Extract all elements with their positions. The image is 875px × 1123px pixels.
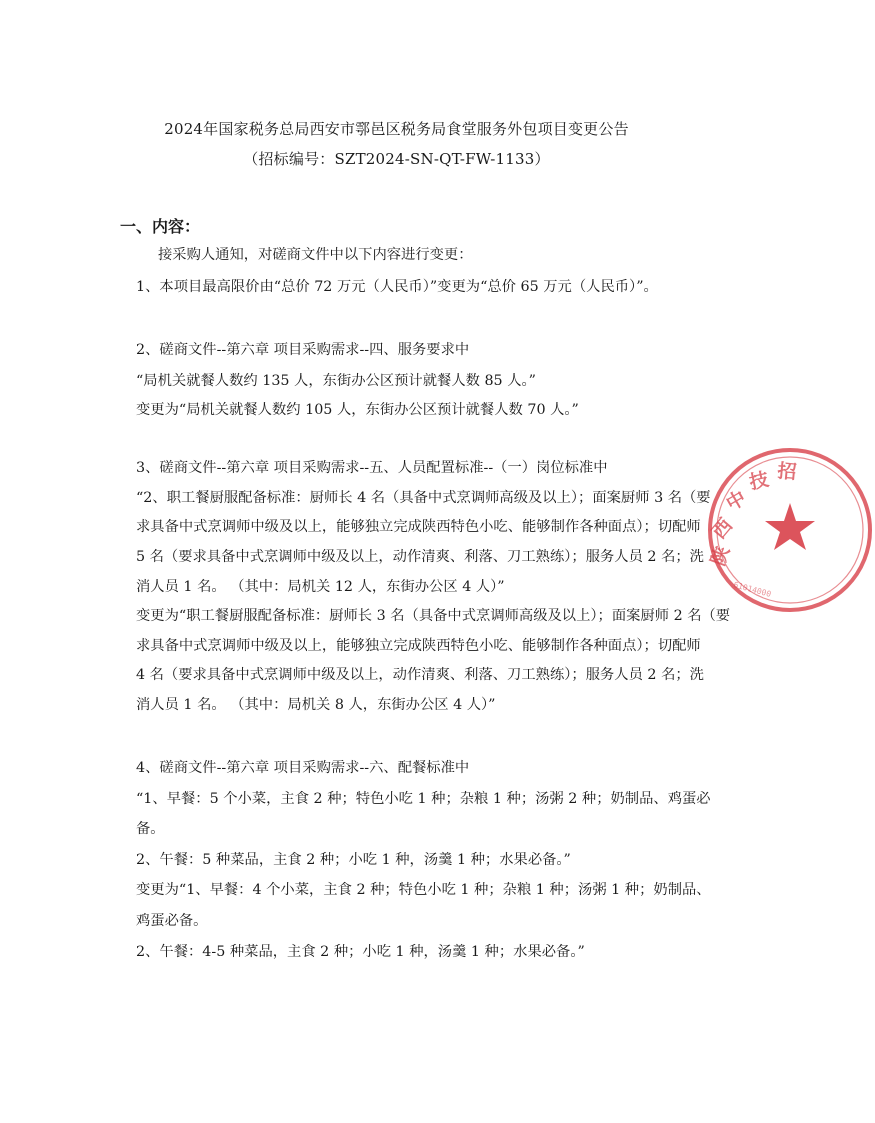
page-title: 2024年国家税务总局西安市鄠邑区税务局食堂服务外包项目变更公告 xyxy=(164,120,629,138)
seal-inner-ring xyxy=(717,457,863,603)
company-seal xyxy=(705,445,875,615)
seal-char: 陕 xyxy=(707,543,735,569)
change-item-4-line: “1、早餐：5 个小菜，主食 2 种；特色小吃 1 种；杂粮 1 种；汤粥 2 种；奶制品、鸡蛋必 xyxy=(136,791,711,807)
change-item-4-line: 鸡蛋必备。 xyxy=(136,913,208,929)
seal-serial: 61014000 xyxy=(732,580,773,599)
change-item-2-original: “局机关就餐人数约 135 人，东街办公区预计就餐人数 85 人。” xyxy=(136,373,536,389)
change-item-2-heading: 2、磋商文件--第六章 项目采购需求--四、服务要求中 xyxy=(136,342,470,358)
change-item-3-changed-line: 变更为“职工餐厨服配备标准：厨师长 3 名（具备中式烹调师高级及以上）；面案厨师 2 名（要 xyxy=(136,608,731,624)
change-item-4-line: 2、午餐：4-5 种菜品，主食 2 种；小吃 1 种，汤羹 1 种；水果必备。” xyxy=(136,944,585,960)
change-item-4-line: 备。 xyxy=(136,821,165,837)
change-item-3-changed-line: 4 名（要求具备中式烹调师中级及以上，动作清爽、利落、刀工熟练）；服务人员 2 名；洗 xyxy=(136,667,704,683)
change-item-3-heading: 3、磋商文件--第六章 项目采购需求--五、人员配置标准--（一）岗位标准中 xyxy=(136,460,608,476)
seal-char: 技 xyxy=(747,468,771,494)
change-item-1: 1、本项目最高限价由“总价 72 万元（人民币）”变更为“总价 65 万元（人民币）”。 xyxy=(136,279,658,295)
section-heading: 一、内容： xyxy=(120,217,201,236)
seal-char: 招 xyxy=(776,460,798,484)
change-item-3-original-line: “2、职工餐厨服配备标准：厨师长 4 名（具备中式烹调师高级及以上）；面案厨师 3 名（要 xyxy=(136,490,711,506)
seal-char: 中 xyxy=(722,486,750,516)
intro-paragraph: 接采购人通知，对磋商文件中以下内容进行变更： xyxy=(158,247,473,263)
change-item-4-heading: 4、磋商文件--第六章 项目采购需求--六、配餐标准中 xyxy=(136,760,470,776)
tender-number: （招标编号：SZT2024-SN-QT-FW-1133） xyxy=(243,150,550,168)
seal-ring xyxy=(707,450,870,610)
change-item-3-original-line: 求具备中式烹调师中级及以上，能够独立完成陕西特色小吃、能够制作各种面点）；切配师 xyxy=(136,519,701,535)
change-item-2-changed: 变更为“局机关就餐人数约 105 人，东街办公区预计就餐人数 70 人。” xyxy=(136,402,579,418)
change-item-4-line: 2、午餐：5 种菜品，主食 2 种；小吃 1 种，汤羹 1 种；水果必备。” xyxy=(136,852,571,868)
change-item-4-line: 变更为“1、早餐：4 个小菜，主食 2 种；特色小吃 1 种；杂粮 1 种；汤粥 1 种；奶制品、 xyxy=(136,882,711,898)
change-item-3-original-line: 5 名（要求具备中式烹调师中级及以上，动作清爽、利落、刀工熟练）；服务人员 2 名；洗 xyxy=(136,549,704,565)
seal-star-icon xyxy=(765,503,815,550)
change-item-3-original-line: 消人员 1 名。 （其中：局机关 12 人，东街办公区 4 人）” xyxy=(136,579,505,595)
change-item-3-changed-line: 消人员 1 名。 （其中：局机关 8 人，东街办公区 4 人）” xyxy=(136,697,496,713)
change-item-3-changed-line: 求具备中式烹调师中级及以上，能够独立完成陕西特色小吃、能够制作各种面点）；切配师 xyxy=(136,638,701,654)
seal-char: 西 xyxy=(707,514,738,544)
